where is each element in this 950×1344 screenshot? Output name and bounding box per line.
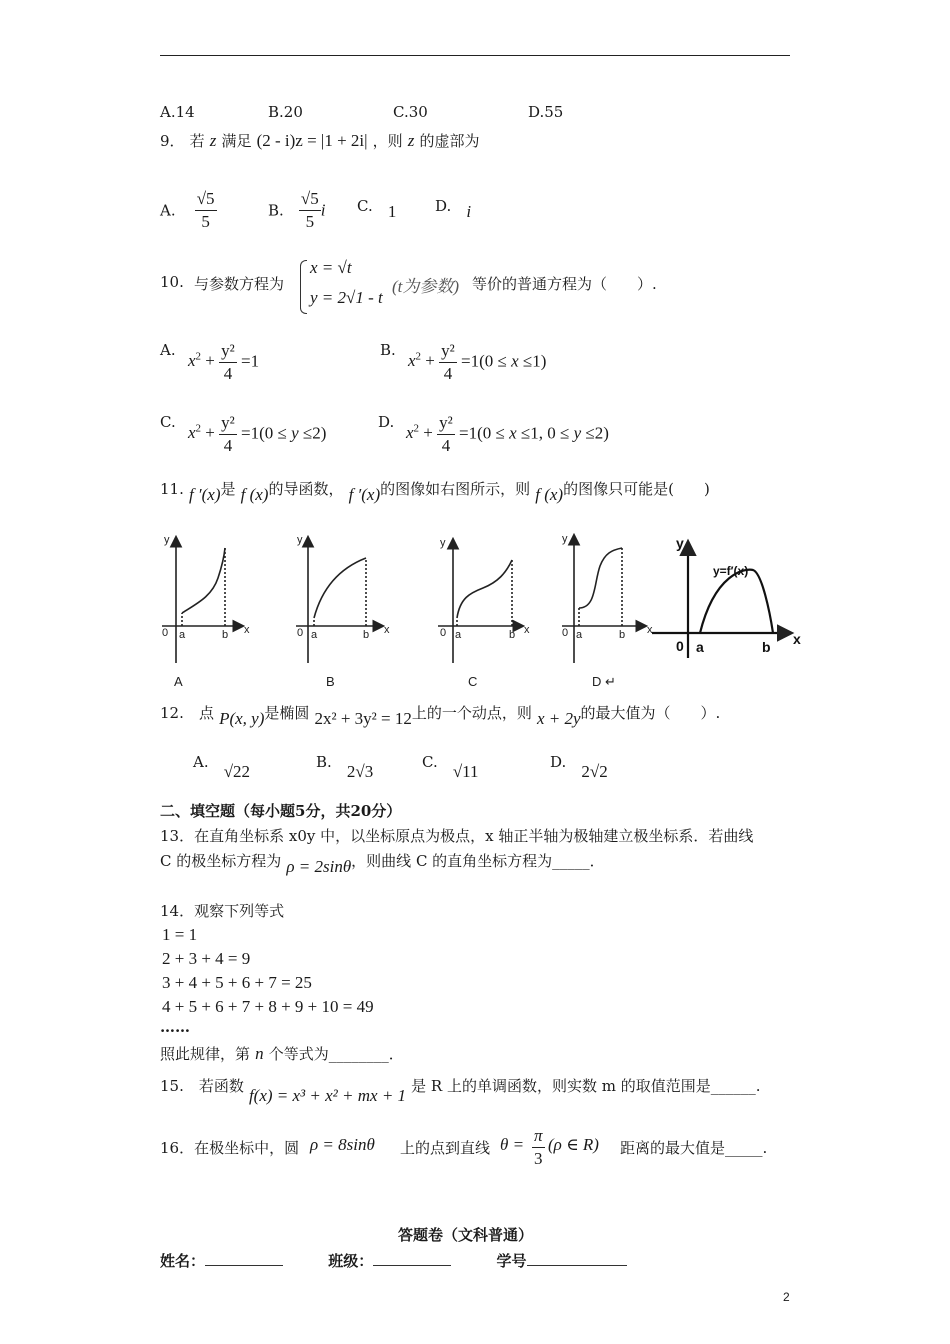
- q13-line1: 13．在直角坐标系 x0y 中，以坐标原点为极点，x 轴正半轴为极轴建立极坐标系．若曲线: [160, 827, 754, 845]
- q12-option-a: A. √22: [193, 753, 251, 781]
- q10-option-b-eq: $x^2$ + $\frac{\text{y²}}{4}$ =1(0 ≤ x ≤1): [408, 341, 547, 383]
- page-number: 2: [783, 1290, 790, 1304]
- q10-option-d-eq: $x^2$ + $\frac{\text{y²}}{4}$ =1(0 ≤ x ≤1, 0 ≤ y ≤2): [406, 413, 609, 455]
- q10-option-a-eq: $x^2$ + $\frac{\text{y²}}{4}$ =1: [188, 341, 260, 383]
- graph-d-a: a: [576, 629, 583, 641]
- graph-c-x: x: [524, 624, 530, 636]
- graph-deriv-b: b: [762, 639, 771, 655]
- q9-option-d: D. i: [435, 197, 472, 221]
- graph-label-b: B: [326, 674, 335, 689]
- q9-option-b: B. $\frac{√5}{5}$ i: [268, 189, 326, 231]
- graph-b: [296, 538, 382, 663]
- graph-deriv-origin: 0: [676, 638, 684, 654]
- graph-a-origin: 0: [162, 627, 169, 639]
- q12-option-d: D. 2√2: [550, 753, 608, 781]
- name-blank[interactable]: [205, 1265, 283, 1266]
- graph-a-a: a: [179, 629, 186, 641]
- q13-line2: C 的极坐标方程为 ρ = 2sinθ，则曲线 C 的直角坐标方程为_____．: [160, 852, 605, 876]
- graph-d-b: b: [619, 629, 626, 641]
- q14-title: 14．观察下列等式: [160, 902, 285, 920]
- graph-b-x: x: [384, 624, 390, 636]
- graph-label-d: D ↵: [592, 674, 616, 689]
- q14-eq-1: 1 = 1: [162, 925, 198, 944]
- class-blank[interactable]: [373, 1265, 451, 1266]
- graph-b-origin: 0: [297, 627, 304, 639]
- graph-b-a: a: [311, 629, 318, 641]
- graph-label-c: C: [468, 674, 478, 689]
- q8-option-d: D.55: [528, 103, 564, 121]
- q9-option-c: C. 1: [357, 197, 397, 221]
- graph-d-y: y: [562, 533, 568, 545]
- graph-b-b: b: [363, 629, 370, 641]
- q8-option-c: C.30: [393, 103, 428, 121]
- answer-sheet-fields: 姓名： 班级： 学号: [160, 1250, 627, 1271]
- graph-label-a: A: [174, 674, 183, 689]
- graph-b-y: y: [297, 534, 303, 546]
- q14-last: 照此规律，第 n 个等式为________．: [160, 1044, 404, 1063]
- q9-equation: (2 - i)z = |1 + 2i|: [256, 131, 368, 150]
- header-rule: [160, 55, 790, 56]
- q12-stem: 12. 点 P(x, y)是椭圆 2x² + 3y² = 12上的一个动点，则 x + 2y的最大值为（ ）.: [160, 704, 721, 728]
- q10-option-b: B.: [380, 341, 396, 359]
- graph-c-origin: 0: [440, 627, 447, 639]
- graph-deriv-y: y: [676, 535, 684, 551]
- graph-a: [162, 538, 242, 663]
- q14-eq-2: 2 + 3 + 4 = 9: [162, 949, 251, 968]
- graph-deriv-label: y=f′(x): [713, 564, 749, 578]
- section-heading: 二、填空题（每小题5分，共20分）: [160, 802, 402, 820]
- graph-c-y: y: [440, 537, 446, 549]
- graph-deriv-a: a: [696, 639, 704, 655]
- graph-d-origin: 0: [562, 627, 569, 639]
- graph-c-b: b: [509, 629, 516, 641]
- graph-d-x: x: [647, 624, 653, 636]
- q10-brace: [300, 260, 307, 314]
- q10-option-c: C.: [160, 413, 176, 431]
- q12-option-b: B. 2√3: [316, 753, 374, 781]
- q9-stem: 9． 若 z 满足 (2 - i)z = |1 + 2i| ，则 z 的虚部为: [160, 131, 480, 150]
- q15: 15. 若函数 f(x) = x³ + x² + mx + 1 是 R 上的单调函数，则实数 m 的取值范围是______.: [160, 1077, 761, 1105]
- graph-d: [562, 536, 645, 663]
- q16-pi-over-3: $\frac{\pi}{3}$: [534, 1126, 543, 1168]
- q10-option-c-eq: $x^2$ + $\frac{\text{y²}}{4}$ =1(0 ≤ y ≤2): [188, 413, 327, 455]
- graph-a-b: b: [222, 629, 229, 641]
- q11-graphs: [150, 518, 810, 693]
- graph-deriv-x: x: [793, 631, 801, 647]
- q8-option-a: A.14: [160, 103, 195, 121]
- q8-option-b: B.20: [268, 103, 303, 121]
- graph-c: [438, 540, 522, 663]
- q9-option-a: A. $\frac{√5}{5}$: [160, 189, 215, 231]
- student-id-blank[interactable]: [527, 1265, 627, 1266]
- q12-option-c: C. √11: [422, 753, 479, 781]
- answer-sheet-title: 答题卷（文科普通）: [398, 1226, 534, 1244]
- graph-a-y: y: [164, 534, 170, 546]
- q14-dots: ……: [160, 1018, 190, 1036]
- q10-option-a: A.: [160, 341, 176, 359]
- q14-eq-4: 4 + 5 + 6 + 7 + 8 + 9 + 10 = 49: [162, 997, 374, 1016]
- q14-eq-3: 3 + 4 + 5 + 6 + 7 = 25: [162, 973, 312, 992]
- q11-stem: 11. f ′(x)是 f (x)的导函数， f ′(x)的图像如右图所示，则 f (x)的图像只可能是( ): [160, 480, 710, 504]
- graph-c-a: a: [455, 629, 462, 641]
- q10-option-d: D.: [378, 413, 395, 431]
- graph-a-x: x: [244, 624, 250, 636]
